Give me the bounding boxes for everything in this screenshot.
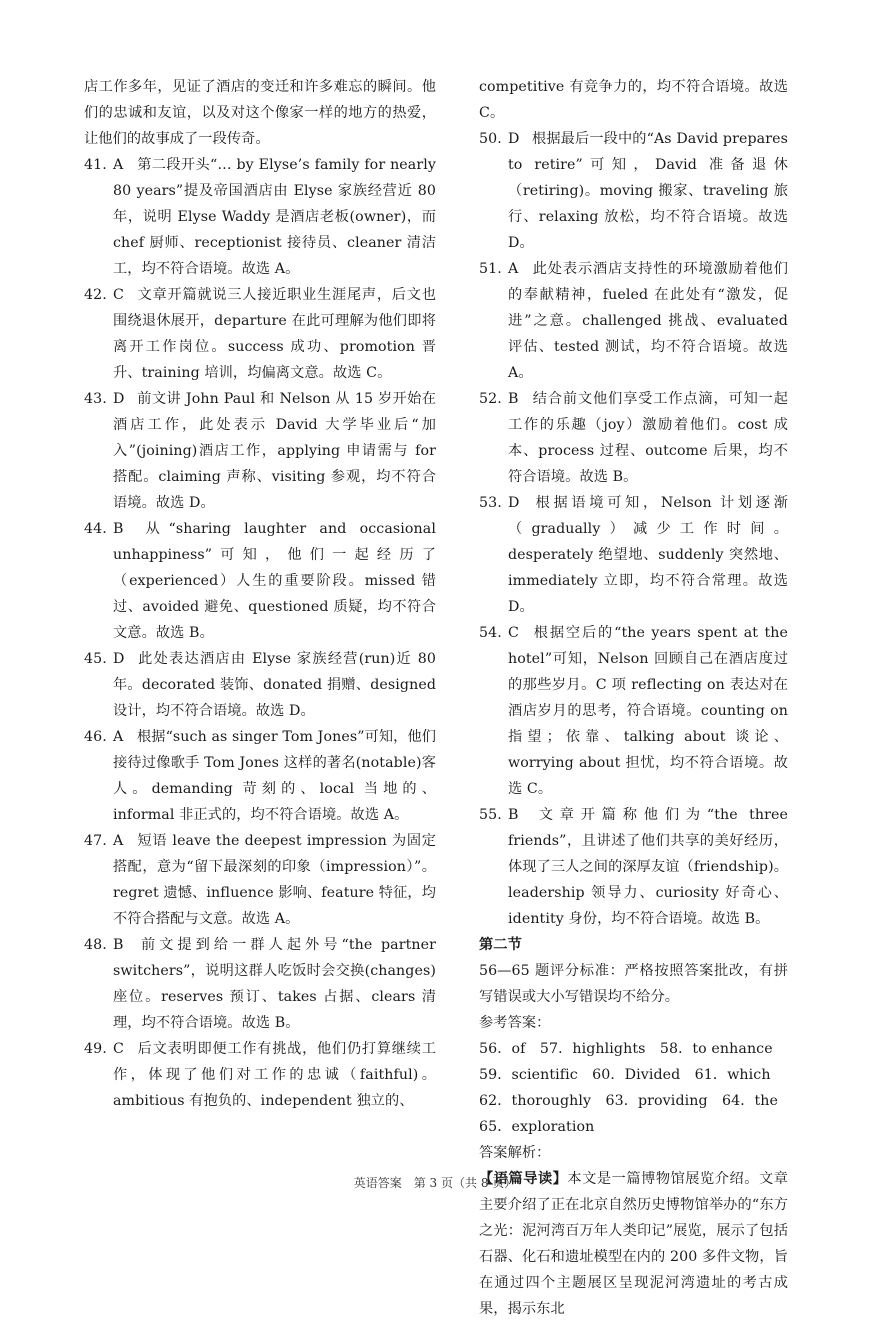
- item-explanation: 根据语境可知，Nelson 计划逐渐（gradually）减少工作时间。desperately 绝望地、suddenly 突然地、immediately 立即，均不符合常理。故选 D。: [508, 495, 788, 615]
- page-footer: 英语答案 第 3 页（共 8 页）: [353, 1176, 517, 1190]
- answer-item: [479, 256, 788, 386]
- item-explanation: 此处表示酒店支持性的环境激励着他们的奉献精神，fueled 在此处有“激发，促进”之意。challenged 挑战、evaluated 评估、tested 测试，均不符合语境。故选 A。: [508, 261, 788, 381]
- item-answer: D: [508, 131, 520, 147]
- item-explanation: 根据空后的“the years spent at the hotel”可知，Nelson 回顾自己在酒店度过的那些岁月。C 项 reflecting on 表达对在酒店岁月的思考，符合语境。counting on 指望；依靠、talking about 谈论、worrying about 担忧，均不符合语境。故选 C。: [508, 625, 788, 797]
- item-answer: B: [113, 521, 124, 537]
- item-number: 48.: [84, 937, 107, 953]
- section-title: 第二节: [479, 937, 522, 953]
- answer-item: [479, 620, 788, 802]
- item-explanation: 根据最后一段中的“As David prepares to retire”可知，David 准备退休（retiring)。moving 搬家、traveling 旅行、relaxing 放松，均不符合语境。故选 D。: [508, 131, 788, 251]
- item-explanation: 第二段开头“… by Elyse’s family for nearly 80 years”提及帝国酒店由 Elyse 家族经营近 80 年，说明 Elyse Waddy 是酒店老板(owner)，而 chef 厨师、receptionist 接待员、cleaner 清洁工，均不符合语境。故选 A。: [113, 157, 436, 277]
- answer-item: [84, 516, 436, 646]
- answer-line: 65．exploration: [479, 1119, 595, 1135]
- analysis-label: 答案解析：: [479, 1145, 551, 1161]
- item-explanation: 前文讲 John Paul 和 Nelson 从 15 岁开始在酒店工作，此处表示 David 大学毕业后“加入”(joining)酒店工作，applying 申请需与 for 搭配。claiming 声称、visiting 参观，均不符合语境。故选 D。: [113, 391, 436, 511]
- answer-item: [84, 828, 436, 932]
- answer-item: [479, 386, 788, 490]
- item-number: 51.: [479, 261, 502, 277]
- item-number: 52.: [479, 391, 502, 407]
- item-answer: A: [113, 157, 124, 173]
- answer-item: [84, 724, 436, 828]
- item-answer: B: [113, 937, 124, 953]
- item-explanation: 根据“such as singer Tom Jones”可知，他们接待过像歌手 Tom Jones 这样的著名(notable)客人。demanding 苛刻的、local 当地的、informal 非正式的，均不符合语境。故选 A。: [113, 729, 437, 823]
- item-answer: D: [113, 391, 125, 407]
- item-number: 49.: [84, 1041, 107, 1057]
- item-answer: D: [113, 651, 125, 667]
- answer-item: [84, 1036, 436, 1114]
- item-number: 41.: [84, 157, 107, 173]
- guide-text: 本文是一篇博物馆展览介绍。文章主要介绍了正在北京自然历史博物馆举办的“东方之光：泥河湾百万年人类印记”展览，展示了包括石器、化石和遗址模型在内的 200 多件文物，旨在通过四个主题展区呈现泥河湾遗址的考古成果，揭示东北: [479, 1171, 788, 1317]
- item-number: 43.: [84, 391, 107, 407]
- answer-line: 62．thoroughly 63．providing 64．the: [479, 1093, 779, 1109]
- item-number: 50.: [479, 131, 502, 147]
- answer-item: [479, 802, 788, 932]
- item-number: 46.: [84, 729, 107, 745]
- item-answer: B: [508, 391, 519, 407]
- item-number: 44.: [84, 521, 107, 537]
- item-number: 47.: [84, 833, 107, 849]
- item-number: 55.: [479, 807, 502, 823]
- answer-item: [479, 126, 788, 256]
- continuation-paragraph: competitive 有竞争力的，均不符合语境。故选 C。: [479, 79, 788, 121]
- item-answer: A: [113, 833, 124, 849]
- answer-item: [84, 932, 436, 1036]
- item-explanation: 结合前文他们享受工作点滴，可知一起工作的乐趣（joy）激励着他们。cost 成本、process 过程、outcome 后果，均不符合语境。故选 B。: [508, 391, 788, 485]
- item-answer: A: [508, 261, 519, 277]
- intro-paragraph: 店工作多年，见证了酒店的变迁和许多难忘的瞬间。他们的忠诚和友谊，以及对这个像家一样的地方的热爱，让他们的故事成了一段传奇。: [84, 79, 436, 147]
- item-explanation: 文章开篇就说三人接近职业生涯尾声，后文也围绕退休展开，departure 在此可理解为他们即将离开工作岗位。success 成功、promotion 晋升、training 培训，均偏离文意。故选 C。: [113, 287, 436, 381]
- guide-tag: 【语篇导读】: [479, 1171, 568, 1187]
- item-number: 53.: [479, 495, 502, 511]
- item-explanation: 此处表达酒店由 Elyse 家族经营(run)近 80 年。decorated 装饰、donated 捐赠、designed 设计，均不符合语境。故选 D。: [113, 651, 436, 719]
- item-explanation: 后文表明即便工作有挑战，他们仍打算继续工作，体现了他们对工作的忠诚（faithful)。ambitious 有抱负的、independent 独立的、: [113, 1041, 436, 1109]
- item-number: 42.: [84, 287, 107, 303]
- item-number: 54.: [479, 625, 502, 641]
- item-explanation: 从“sharing laughter and occasional unhappiness”可知，他们一起经历了（experienced）人生的重要阶段。missed 错过、avoided 避免、questioned 质疑，均不符合文意。故选 B。: [113, 521, 436, 641]
- item-explanation: 短语 leave the deepest impression 为固定搭配，意为“留下最深刻的印象（impression）”。regret 遗憾、influence 影响、feature 特征，均不符合搭配与文意。故选 A。: [113, 833, 436, 927]
- left-answer-list: [84, 152, 436, 1114]
- answer-line: 59．scientific 60．Divided 61．which: [479, 1067, 771, 1083]
- answer-item: [84, 646, 436, 724]
- right-answer-list: [479, 126, 788, 932]
- left-column: [84, 74, 436, 1114]
- item-answer: B: [508, 807, 519, 823]
- answer-item: [84, 152, 436, 282]
- right-column: [479, 74, 788, 1322]
- item-answer: C: [113, 1041, 124, 1057]
- item-explanation: 前文提到给一群人起外号“the partner switchers”，说明这群人吃饭时会交换(changes)座位。reserves 预订、takes 占据、clears 清理，均不符合语境。故选 B。: [113, 937, 436, 1031]
- reference-label: 参考答案：: [479, 1015, 551, 1031]
- item-answer: C: [113, 287, 124, 303]
- item-answer: D: [508, 495, 520, 511]
- item-answer: C: [508, 625, 519, 641]
- answer-item: [84, 386, 436, 516]
- answer-line: 56．of 57．highlights 58．to enhance: [479, 1041, 773, 1057]
- item-answer: A: [113, 729, 124, 745]
- answer-item: [479, 490, 788, 620]
- scoring-criteria: 56—65 题评分标准：严格按照答案批改，有拼写错误或大小写错误均不给分。: [479, 963, 788, 1005]
- item-number: 45.: [84, 651, 107, 667]
- item-explanation: 文章开篇称他们为“the three friends”，且讲述了他们共享的美好经历，体现了三人之间的深厚友谊（friendship)。leadership 领导力、curiosity 好奇心、identity 身份，均不符合语境。故选 B。: [508, 807, 788, 927]
- answer-item: [84, 282, 436, 386]
